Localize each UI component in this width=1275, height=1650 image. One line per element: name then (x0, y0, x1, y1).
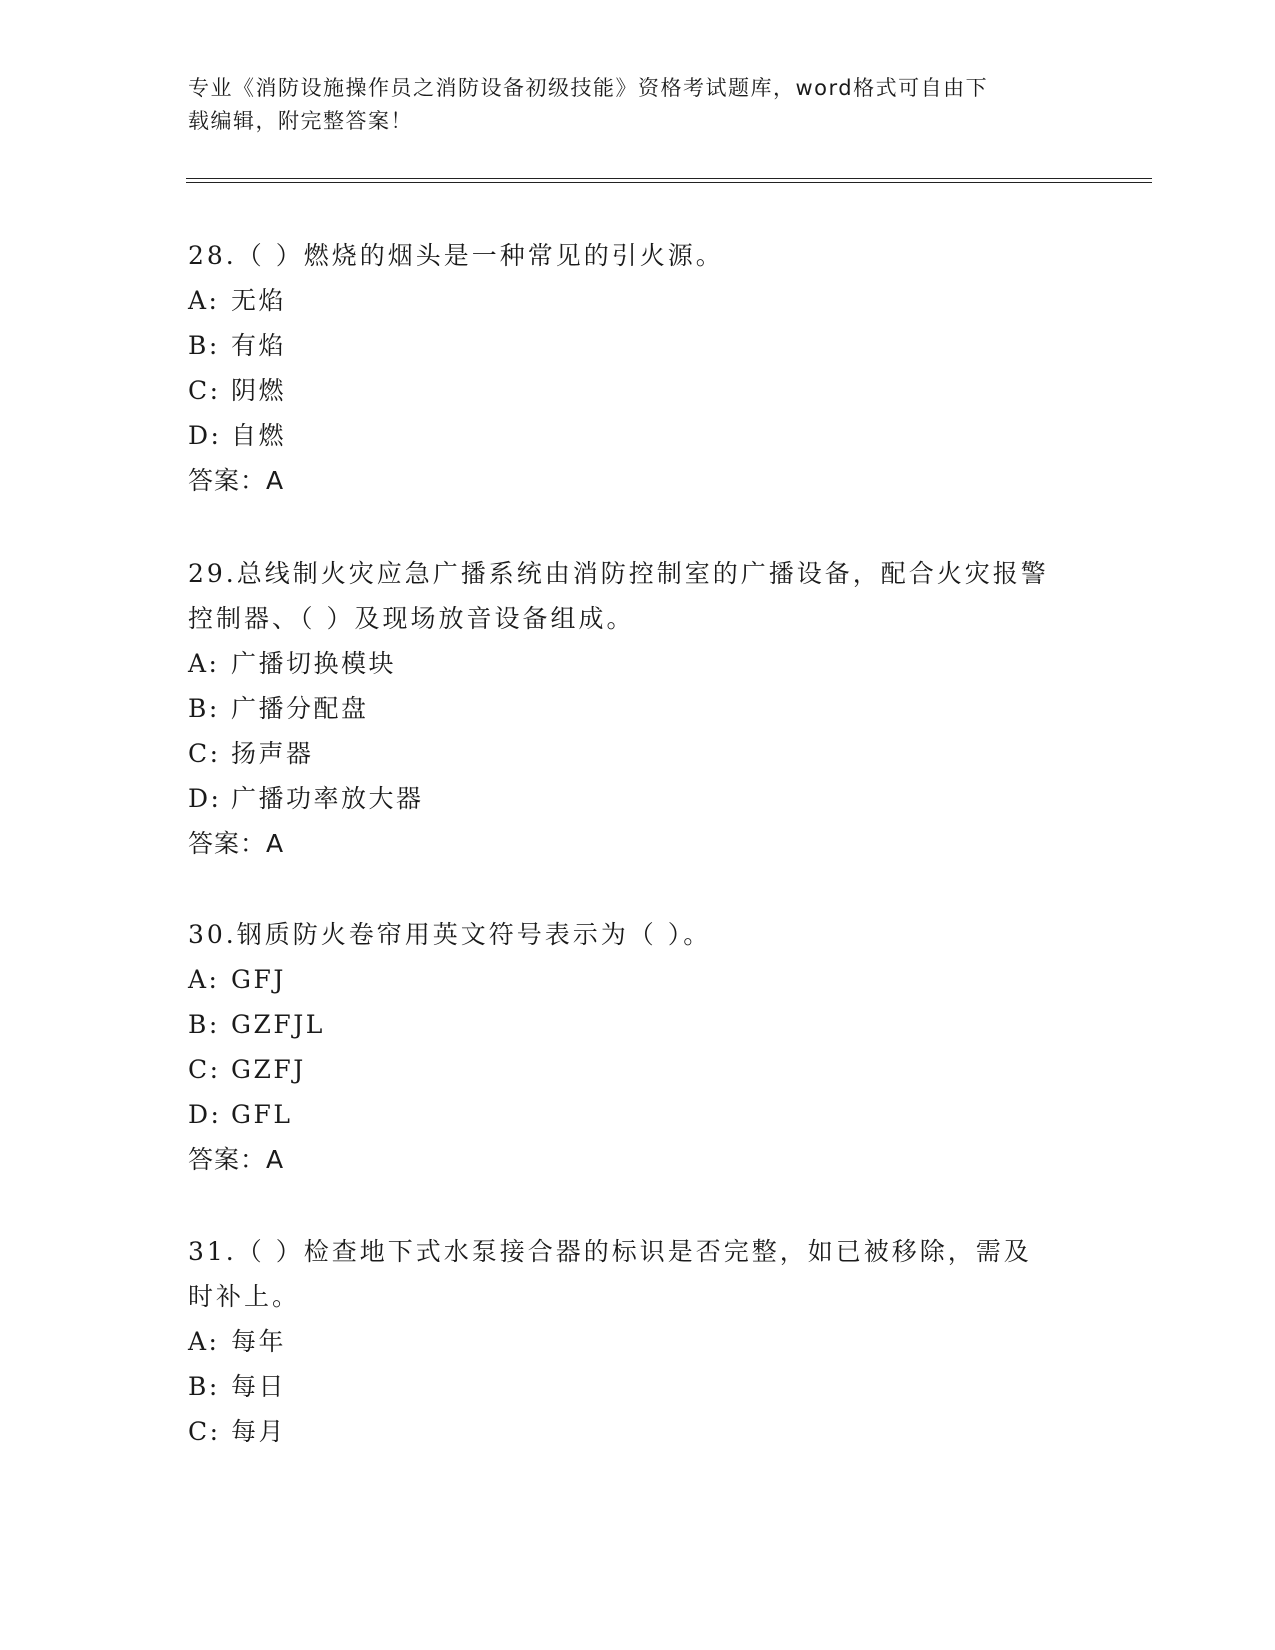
option-c: C: 扬声器 (188, 739, 314, 768)
question-28 (188, 233, 1088, 503)
question-text-line-1: 31.（ ）检查地下式水泵接合器的标识是否完整，如已被移除，需及 (188, 1237, 1032, 1266)
header-line-1: 专业《消防设施操作员之消防设备初级技能》资格考试题库，word格式可自由下 (188, 76, 989, 100)
option-b: B: 广播分配盘 (188, 694, 369, 723)
answer: 答案：A (188, 1145, 285, 1174)
answer: 答案：A (188, 829, 285, 858)
question-text: 28.（ ）燃烧的烟头是一种常见的引火源。 (188, 241, 724, 270)
question-text-line-2: 时补上。 (188, 1282, 301, 1311)
option-a: A: 广播切换模块 (188, 649, 397, 678)
option-a: A: 每年 (188, 1327, 287, 1356)
answer: 答案：A (188, 466, 285, 495)
header-divider-bottom (186, 182, 1152, 183)
option-d: D: 广播功率放大器 (188, 784, 424, 813)
option-a: A: 无焰 (188, 286, 287, 315)
question-text-line-2: 控制器、（ ）及现场放音设备组成。 (188, 604, 635, 633)
header-divider-top (186, 178, 1152, 179)
option-d: D: 自燃 (188, 421, 287, 450)
option-b: B: GZFJL (188, 1010, 325, 1039)
question-text-line-1: 29.总线制火灾应急广播系统由消防控制室的广播设备，配合火灾报警 (188, 559, 1049, 588)
option-b: B: 每日 (188, 1372, 287, 1401)
header-line-2: 载编辑，附完整答案！ (188, 109, 413, 133)
option-b: B: 有焰 (188, 331, 287, 360)
option-d: D: GFL (188, 1100, 293, 1129)
question-text: 30.钢质防火卷帘用英文符号表示为（ ）。 (188, 920, 712, 949)
option-a: A: GFJ (188, 965, 286, 994)
question-30 (188, 912, 1088, 1182)
question-29 (188, 551, 1088, 866)
option-c: C: 每月 (188, 1417, 287, 1446)
option-c: C: 阴燃 (188, 376, 287, 405)
question-31 (188, 1229, 1088, 1454)
document-header (188, 72, 1068, 138)
option-c: C: GZFJ (188, 1055, 306, 1084)
